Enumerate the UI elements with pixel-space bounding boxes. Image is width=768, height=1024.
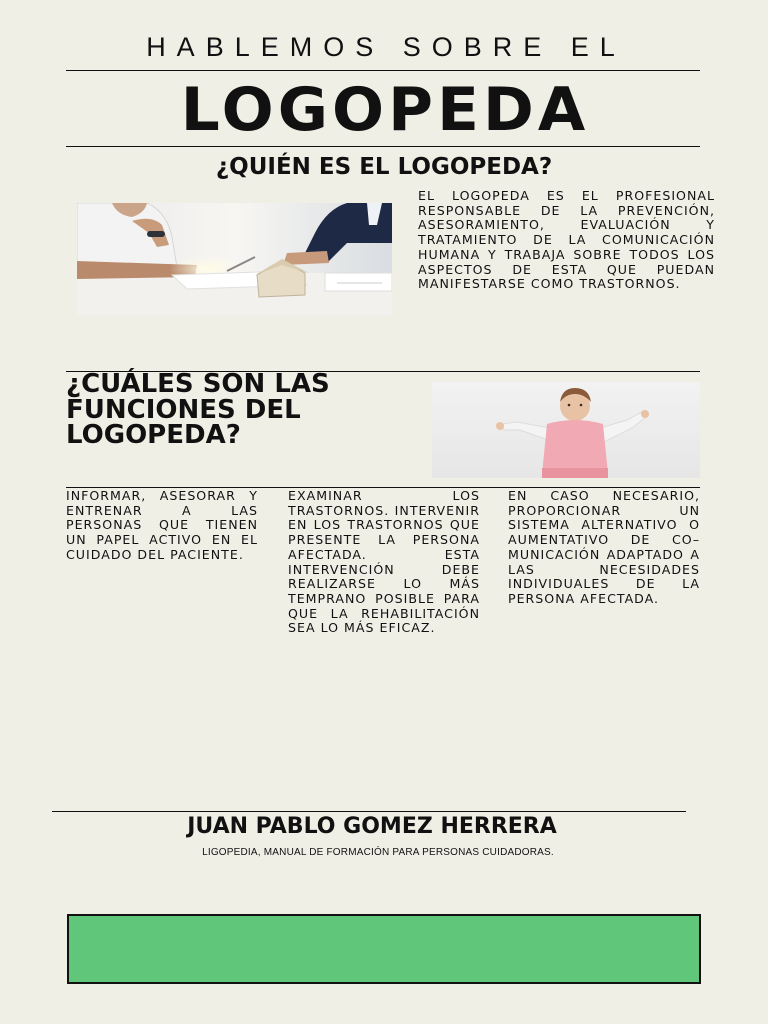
- green-banner-box: [67, 914, 701, 984]
- source-citation: LIGOPEDIA, MANUAL DE FORMACIÓN PARA PERSONAS CUIDADORAS.: [202, 847, 554, 858]
- author-name: JUAN PABLO GOMEZ HERRERA: [187, 814, 557, 839]
- funcion-column-1: INFORMAR, ASESORAR Y ENTRENAR A LAS PERSONAS QUE TIENEN UN PAPEL ACTIVO EN EL CUIDADO DEL PACIENTE.: [66, 488, 258, 562]
- shrugging-child-photo: [432, 382, 700, 478]
- consultation-photo: [77, 203, 392, 315]
- masthead-title: LOGOPEDA: [180, 75, 590, 145]
- rule-footer: [52, 811, 686, 812]
- rule-under-title: [66, 146, 700, 147]
- heading-quien: ¿QUIÉN ES EL LOGOPEDA?: [215, 154, 553, 180]
- funcion-column-2: EXAMINAR LOS TRASTORNOS. INTERVENIR EN LOS TRASTORNOS QUE PRESENTE LA PERSONA AFECTADA. ESTA INTERVENCIÓN DEBE REALIZARSE LO MÁS TEMPRANO POSIBLE PARA QUE LA REHABILITACIÓN SEA LO MÁS EFICAZ.: [288, 488, 480, 636]
- heading-funciones: ¿CUÁLES SON LAS FUNCIONES DEL LOGOPEDA?: [66, 369, 330, 450]
- intro-text: EL LOGOPEDA ES EL PROFESIONAL RESPONSABLE DE LA PREVENCIÓN, ASESORAMIENTO, EVALUACIÓN Y TRATAMIENTO DE LA COMUNICACIÓN HUMANA Y TRABAJA SOBRE TODOS LOS ASPECTOS DE ESTA QUE PUEDAN MANIFESTARSE COMO TRASTORNOS.: [418, 188, 715, 292]
- header-kicker: HABLEMOS SOBRE EL: [146, 32, 626, 62]
- rule-top: [66, 70, 700, 71]
- funcion-column-3: EN CASO NECESARIO, PROPORCIONAR UN SISTEMA ALTERNATIVO O AUMENTATIVO DE CO– MUNICACIÓN ADAPTADO A LAS NECESIDADES INDIVIDUALES DE LA PERSONA AFECTADA.: [508, 488, 700, 606]
